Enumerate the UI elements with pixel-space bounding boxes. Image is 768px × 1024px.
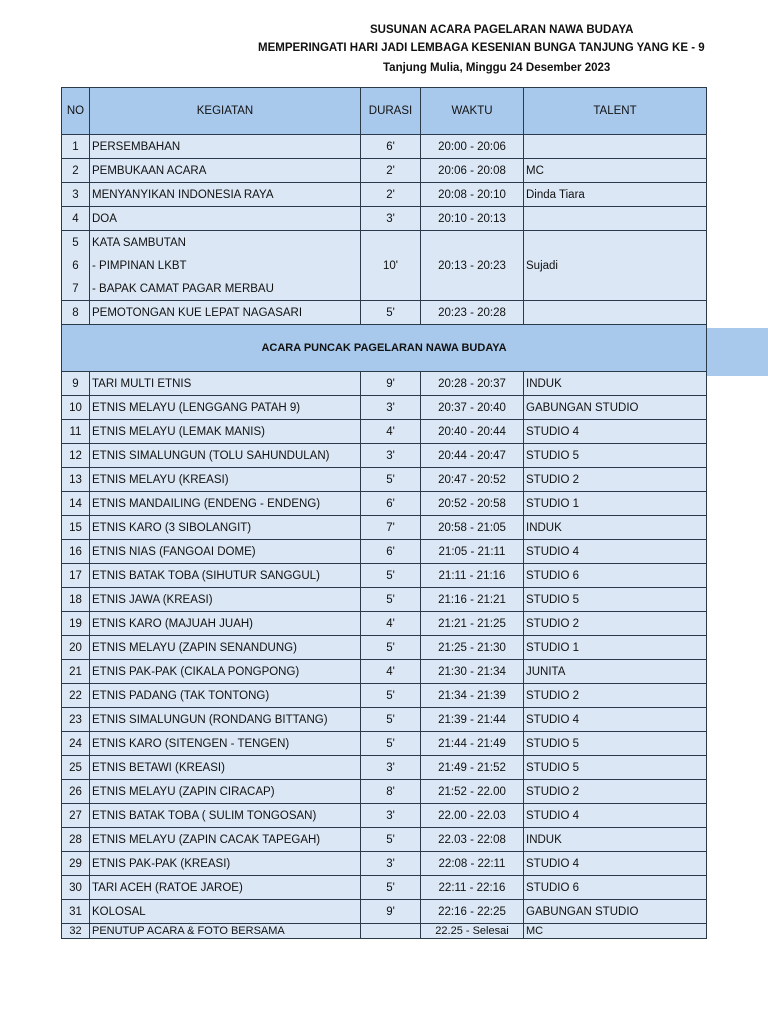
row-waktu: 20:13 - 20:23: [421, 231, 524, 301]
table-row: [62, 876, 707, 900]
row-kegiatan: PERSEMBAHAN: [90, 135, 361, 159]
row-durasi: 5': [361, 708, 421, 732]
row-waktu: 20:23 - 20:28: [421, 301, 524, 325]
row-talent: GABUNGAN STUDIO: [524, 900, 707, 924]
row-no: 19: [62, 612, 90, 636]
row-talent: STUDIO 6: [524, 564, 707, 588]
row-waktu: 21:49 - 21:52: [421, 756, 524, 780]
row-durasi: 6': [361, 492, 421, 516]
table-row: [62, 564, 707, 588]
row-kegiatan: ETNIS KARO (MAJUAH JUAH): [90, 612, 361, 636]
row-no: 22: [62, 684, 90, 708]
row-talent: STUDIO 5: [524, 588, 707, 612]
row-durasi: 5': [361, 588, 421, 612]
table-row: [62, 828, 707, 852]
section-band-extension: [706, 328, 768, 376]
row-no: 10: [62, 396, 90, 420]
row-no: 3: [62, 183, 90, 207]
table-row: [62, 588, 707, 612]
row-durasi: 2': [361, 159, 421, 183]
row-kegiatan: DOA: [90, 207, 361, 231]
row-kegiatan: ETNIS MELAYU (KREASI): [90, 468, 361, 492]
row-durasi: 4': [361, 660, 421, 684]
row-waktu: 21:25 - 21:30: [421, 636, 524, 660]
row-durasi: 3': [361, 804, 421, 828]
row-no: 6: [62, 254, 90, 277]
row-kegiatan: PENUTUP ACARA & FOTO BERSAMA: [90, 924, 361, 939]
row-kegiatan: ETNIS MANDAILING (ENDENG - ENDENG): [90, 492, 361, 516]
row-waktu: 22:08 - 22:11: [421, 852, 524, 876]
row-no: 8: [62, 301, 90, 325]
row-waktu: 22:16 - 22:25: [421, 900, 524, 924]
row-no: 13: [62, 468, 90, 492]
row-kegiatan: ETNIS PAK-PAK (KREASI): [90, 852, 361, 876]
row-kegiatan: ETNIS BATAK TOBA ( SULIM TONGOSAN): [90, 804, 361, 828]
row-waktu: 22.25 - Selesai: [421, 924, 524, 939]
col-header-kegiatan: KEGIATAN: [90, 88, 361, 135]
row-kegiatan: ETNIS PADANG (TAK TONTONG): [90, 684, 361, 708]
row-no: 31: [62, 900, 90, 924]
row-talent: STUDIO 1: [524, 492, 707, 516]
row-kegiatan: ETNIS SIMALUNGUN (TOLU SAHUNDULAN): [90, 444, 361, 468]
table-row: [62, 708, 707, 732]
row-durasi: 4': [361, 612, 421, 636]
row-talent: INDUK: [524, 828, 707, 852]
row-talent: MC: [524, 924, 707, 939]
row-no: 15: [62, 516, 90, 540]
table-row: [62, 636, 707, 660]
table-row: [62, 540, 707, 564]
row-kegiatan: ETNIS MELAYU (LEMAK MANIS): [90, 420, 361, 444]
row-waktu: 22.03 - 22:08: [421, 828, 524, 852]
row-no: 25: [62, 756, 90, 780]
table-row: [62, 804, 707, 828]
row-kegiatan: ETNIS MELAYU (ZAPIN CIRACAP): [90, 780, 361, 804]
row-kegiatan: PEMBUKAAN ACARA: [90, 159, 361, 183]
row-waktu: 20:58 - 21:05: [421, 516, 524, 540]
row-waktu: 21:11 - 21:16: [421, 564, 524, 588]
row-talent: Sujadi: [524, 231, 707, 301]
row-kegiatan: KOLOSAL: [90, 900, 361, 924]
row-no: 7: [62, 277, 90, 301]
row-kegiatan: ETNIS BETAWI (KREASI): [90, 756, 361, 780]
section-title: ACARA PUNCAK PAGELARAN NAWA BUDAYA: [62, 325, 707, 372]
row-durasi: 5': [361, 684, 421, 708]
row-no: 29: [62, 852, 90, 876]
row-waktu: 20:40 - 20:44: [421, 420, 524, 444]
row-waktu: 21:05 - 21:11: [421, 540, 524, 564]
row-no: 14: [62, 492, 90, 516]
row-kegiatan: ETNIS MELAYU (ZAPIN CACAK TAPEGAH): [90, 828, 361, 852]
row-talent: STUDIO 5: [524, 732, 707, 756]
row-talent: STUDIO 6: [524, 876, 707, 900]
row-durasi: 10': [361, 231, 421, 301]
row-no: 12: [62, 444, 90, 468]
table-row: [62, 900, 707, 924]
row-kegiatan: ETNIS NIAS (FANGOAI DOME): [90, 540, 361, 564]
row-talent: STUDIO 5: [524, 756, 707, 780]
row-durasi: 3': [361, 444, 421, 468]
row-kegiatan: - PIMPINAN LKBT: [90, 254, 361, 277]
row-no: 2: [62, 159, 90, 183]
row-talent: STUDIO 5: [524, 444, 707, 468]
row-talent: STUDIO 2: [524, 612, 707, 636]
row-talent: STUDIO 2: [524, 780, 707, 804]
row-waktu: 20:08 - 20:10: [421, 183, 524, 207]
table-row: [62, 516, 707, 540]
row-durasi: 2': [361, 183, 421, 207]
row-kegiatan: TARI ACEH (RATOE JAROE): [90, 876, 361, 900]
row-no: 26: [62, 780, 90, 804]
row-durasi: 3': [361, 207, 421, 231]
row-waktu: 20:10 - 20:13: [421, 207, 524, 231]
table-row: [62, 231, 707, 255]
table-row: [62, 684, 707, 708]
row-durasi: 5': [361, 828, 421, 852]
row-no: 32: [62, 924, 90, 939]
table-row: [62, 301, 707, 325]
row-talent: [524, 207, 707, 231]
row-durasi: 9': [361, 372, 421, 396]
table-row: [62, 756, 707, 780]
row-waktu: 21:39 - 21:44: [421, 708, 524, 732]
row-kegiatan: KATA SAMBUTAN: [90, 231, 361, 255]
row-waktu: 20:44 - 20:47: [421, 444, 524, 468]
col-header-talent: TALENT: [524, 88, 707, 135]
row-durasi: 9': [361, 900, 421, 924]
row-durasi: 5': [361, 301, 421, 325]
row-talent: STUDIO 4: [524, 540, 707, 564]
row-no: 27: [62, 804, 90, 828]
row-kegiatan: TARI MULTI ETNIS: [90, 372, 361, 396]
row-talent: INDUK: [524, 516, 707, 540]
row-talent: [524, 301, 707, 325]
section-row: [62, 325, 707, 372]
row-durasi: 3': [361, 852, 421, 876]
table-row: [62, 207, 707, 231]
row-kegiatan: ETNIS SIMALUNGUN (RONDANG BITTANG): [90, 708, 361, 732]
row-durasi: 5': [361, 468, 421, 492]
table-row: [62, 372, 707, 396]
table-row: [62, 852, 707, 876]
table-row: [62, 780, 707, 804]
col-header-durasi: DURASI: [361, 88, 421, 135]
row-waktu: 22.00 - 22.03: [421, 804, 524, 828]
table-row: [62, 159, 707, 183]
row-durasi: 3': [361, 756, 421, 780]
table-row: [62, 732, 707, 756]
row-talent: INDUK: [524, 372, 707, 396]
row-durasi: [361, 924, 421, 939]
row-waktu: 21:44 - 21:49: [421, 732, 524, 756]
row-talent: STUDIO 4: [524, 804, 707, 828]
table-row: [62, 660, 707, 684]
row-no: 30: [62, 876, 90, 900]
row-waktu: 21:34 - 21:39: [421, 684, 524, 708]
row-talent: STUDIO 2: [524, 684, 707, 708]
row-talent: STUDIO 2: [524, 468, 707, 492]
row-no: 1: [62, 135, 90, 159]
table-row: [62, 612, 707, 636]
row-kegiatan: ETNIS KARO (SITENGEN - TENGEN): [90, 732, 361, 756]
table-row: [62, 183, 707, 207]
row-no: 4: [62, 207, 90, 231]
row-durasi: 6': [361, 540, 421, 564]
row-kegiatan: - BAPAK CAMAT PAGAR MERBAU: [90, 277, 361, 301]
col-header-waktu: WAKTU: [421, 88, 524, 135]
row-talent: Dinda Tiara: [524, 183, 707, 207]
row-waktu: 20:06 - 20:08: [421, 159, 524, 183]
row-waktu: 21:30 - 21:34: [421, 660, 524, 684]
row-durasi: 5': [361, 636, 421, 660]
table-row: [62, 492, 707, 516]
row-kegiatan: MENYANYIKAN INDONESIA RAYA: [90, 183, 361, 207]
document-subtitle: MEMPERINGATI HARI JADI LEMBAGA KESENIAN BUNGA TANJUNG YANG KE - 9: [258, 42, 705, 54]
row-kegiatan: ETNIS PAK-PAK (CIKALA PONGPONG): [90, 660, 361, 684]
row-waktu: 20:28 - 20:37: [421, 372, 524, 396]
row-talent: JUNITA: [524, 660, 707, 684]
row-kegiatan: PEMOTONGAN KUE LEPAT NAGASARI: [90, 301, 361, 325]
row-talent: GABUNGAN STUDIO: [524, 396, 707, 420]
table-row: [62, 444, 707, 468]
document-title: SUSUNAN ACARA PAGELARAN NAWA BUDAYA: [370, 24, 634, 36]
row-durasi: 5': [361, 876, 421, 900]
row-waktu: 20:37 - 20:40: [421, 396, 524, 420]
row-no: 11: [62, 420, 90, 444]
row-no: 28: [62, 828, 90, 852]
row-waktu: 21:52 - 22.00: [421, 780, 524, 804]
row-durasi: 8': [361, 780, 421, 804]
row-waktu: 20:00 - 20:06: [421, 135, 524, 159]
row-no: 18: [62, 588, 90, 612]
row-talent: [524, 135, 707, 159]
row-no: 17: [62, 564, 90, 588]
row-durasi: 3': [361, 396, 421, 420]
row-talent: STUDIO 4: [524, 420, 707, 444]
row-no: 23: [62, 708, 90, 732]
row-talent: STUDIO 1: [524, 636, 707, 660]
row-durasi: 5': [361, 564, 421, 588]
row-durasi: 7': [361, 516, 421, 540]
row-waktu: 20:52 - 20:58: [421, 492, 524, 516]
row-talent: STUDIO 4: [524, 708, 707, 732]
row-waktu: 20:47 - 20:52: [421, 468, 524, 492]
table-row: [62, 468, 707, 492]
table-row: [62, 135, 707, 159]
row-durasi: 6': [361, 135, 421, 159]
row-durasi: 5': [361, 732, 421, 756]
row-no: 16: [62, 540, 90, 564]
row-waktu: 21:16 - 21:21: [421, 588, 524, 612]
table-header-row: [62, 88, 707, 135]
row-talent: STUDIO 4: [524, 852, 707, 876]
row-waktu: 21:21 - 21:25: [421, 612, 524, 636]
row-kegiatan: ETNIS MELAYU (ZAPIN SENANDUNG): [90, 636, 361, 660]
row-no: 20: [62, 636, 90, 660]
schedule-table: [61, 87, 707, 939]
document-date-place: Tanjung Mulia, Minggu 24 Desember 2023: [383, 62, 611, 74]
table-row: [62, 420, 707, 444]
row-kegiatan: ETNIS JAWA (KREASI): [90, 588, 361, 612]
table-row: [62, 924, 707, 939]
row-talent: MC: [524, 159, 707, 183]
row-kegiatan: ETNIS KARO (3 SIBOLANGIT): [90, 516, 361, 540]
row-no: 5: [62, 231, 90, 255]
row-kegiatan: ETNIS MELAYU (LENGGANG PATAH 9): [90, 396, 361, 420]
table-row: [62, 396, 707, 420]
row-durasi: 4': [361, 420, 421, 444]
row-waktu: 22:11 - 22:16: [421, 876, 524, 900]
row-no: 9: [62, 372, 90, 396]
row-no: 21: [62, 660, 90, 684]
row-no: 24: [62, 732, 90, 756]
row-kegiatan: ETNIS BATAK TOBA (SIHUTUR SANGGUL): [90, 564, 361, 588]
col-header-no: NO: [62, 88, 90, 135]
